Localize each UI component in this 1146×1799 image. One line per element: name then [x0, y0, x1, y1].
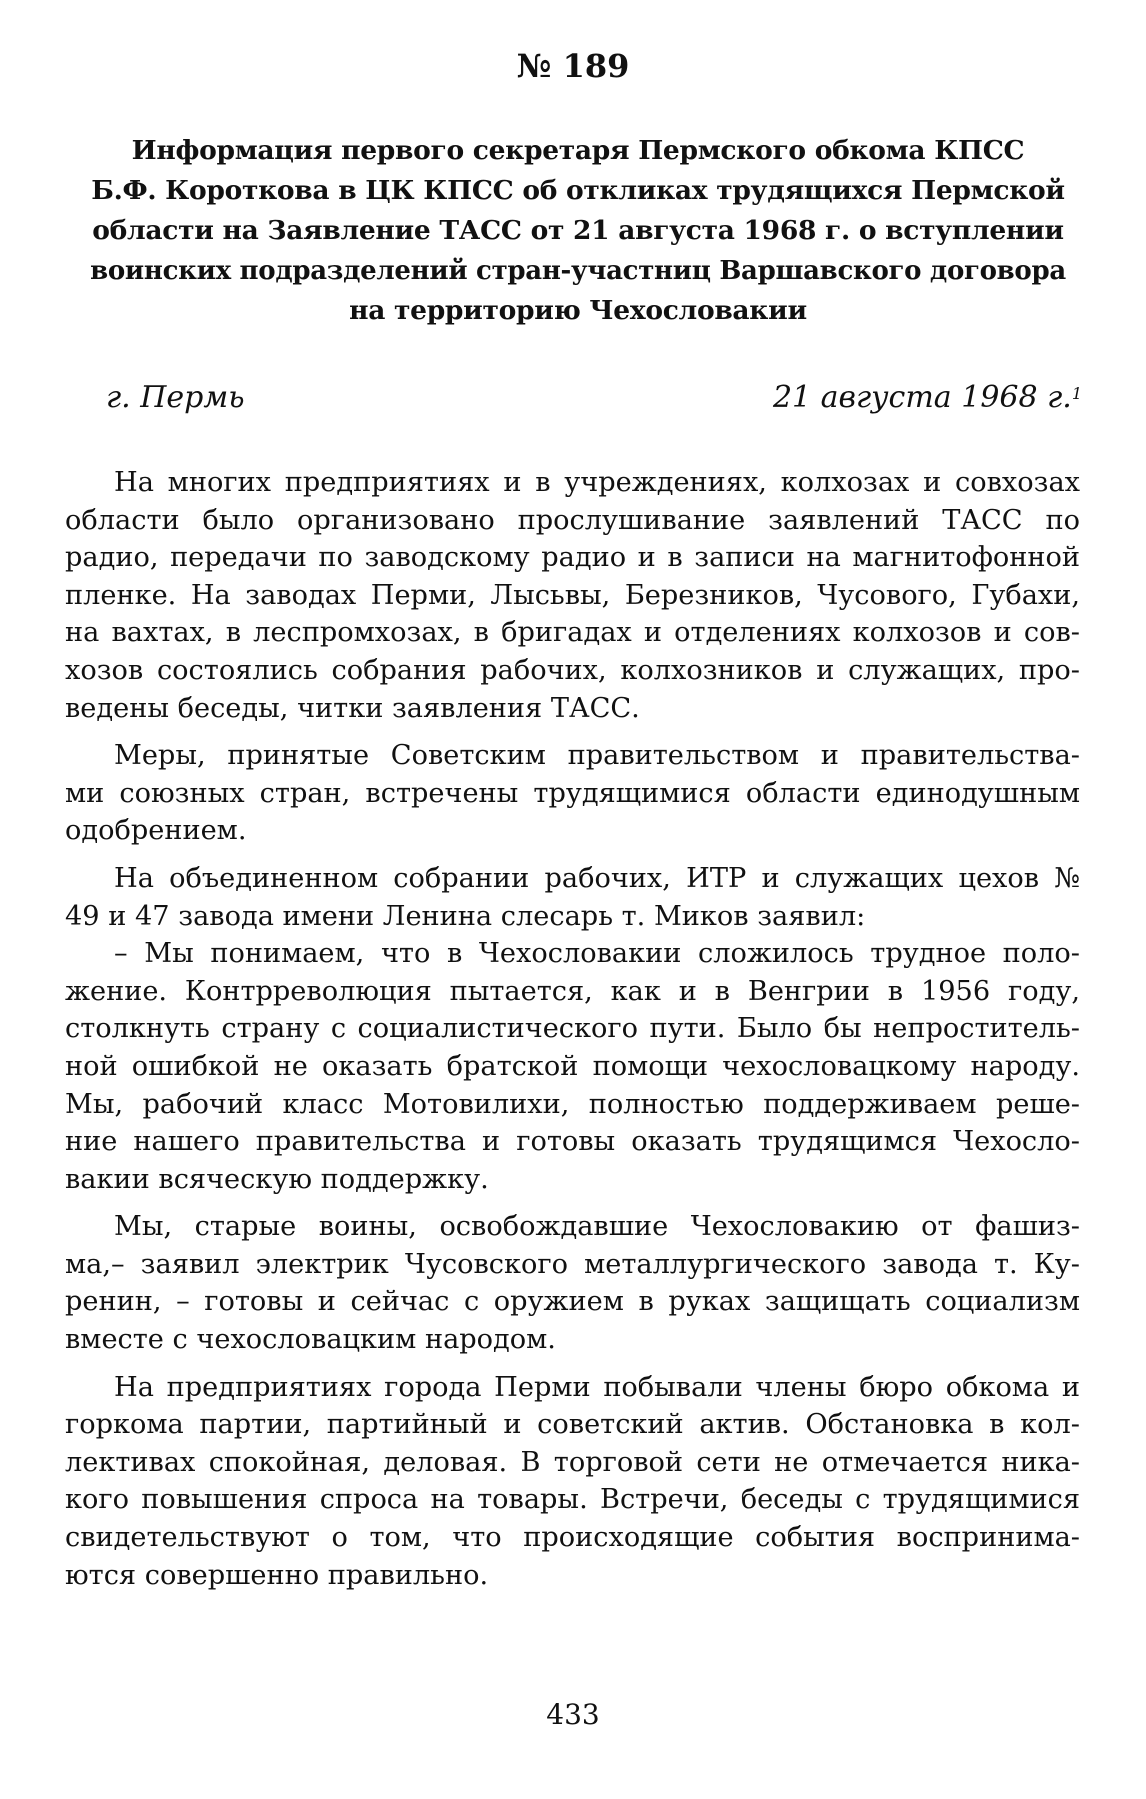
body-line: области было организовано прослушивание заявлений ТАСС по [65, 504, 1080, 536]
document-body [65, 464, 1080, 1594]
title-line: Информация первого секретаря Пермского обкома КПСС [131, 135, 1025, 166]
body-line: ренин, – готовы и сейчас с оружием в руках защищать социализм [65, 1286, 1080, 1318]
body-line: ной ошибкой не оказать братской помощи чехословацкому народу. [65, 1050, 1080, 1082]
title-line: Б.Ф. Короткова в ЦК КПСС об откликах трудящихся Пермской [91, 175, 1065, 206]
title-line: области на Заявление ТАСС от 21 августа 1968 г. о вступлении [92, 215, 1064, 246]
body-line: На многих предприятиях и в учреждениях, колхозах и совхозах [114, 467, 1080, 498]
body-line: Мы, старые воины, освобождавшие Чехословакию от фашиз- [114, 1211, 1080, 1243]
body-line: ются совершенно правильно. [65, 1559, 489, 1591]
body-line: радио, передачи по заводскому радио и в записи на магнитофонной [65, 542, 1080, 574]
body-line: на вахтах, в леспромхозах, в бригадах и отделениях колхозов и сов- [65, 617, 1080, 649]
body-line: свидетельствуют о том, что происходящие события воспринима- [65, 1522, 1080, 1554]
document-title [88, 131, 1068, 331]
body-line: Меры, принятые Советским правительством и правительства- [114, 740, 1080, 772]
body-line: Мы, рабочий класс Мотовилихи, полностью поддерживаем реше- [65, 1088, 1080, 1120]
page-number: 433 [546, 1698, 600, 1731]
body-line: ние нашего правительства и готовы оказать трудящимся Чехосло- [65, 1126, 1080, 1158]
body-line: лективах спокойная, деловая. В торговой сети не отмечается ника- [65, 1446, 1080, 1478]
body-line: На объединенном собрании рабочих, ИТР и служащих цехов № [114, 862, 1080, 894]
body-line: одобрением. [65, 815, 247, 847]
document-number: № 189 [516, 47, 630, 85]
document-date: 21 августа 1968 г. [772, 380, 1072, 415]
body-line: ми союзных стран, встречены трудящимися области единодушным [65, 777, 1080, 809]
title-line: воинских подразделений стран-участниц Варшавского договора [90, 256, 1066, 286]
body-line: столкнуть страну с социалистического пути. Было бы непроститель- [65, 1013, 1080, 1045]
body-line: ма,– заявил электрик Чусовского металлургического завода т. Ку- [65, 1248, 1080, 1280]
body-line: кого повышения спроса на товары. Встречи, беседы с трудящимися [65, 1484, 1080, 1516]
body-line: вакии всяческую поддержку. [65, 1163, 489, 1195]
body-line: вместе с чехословацким народом. [65, 1324, 556, 1356]
body-line: 49 и 47 завода имени Ленина слесарь т. Миков заявил: [65, 900, 866, 932]
document-date-block [773, 378, 1082, 418]
body-line: ведены беседы, читки заявления ТАСС. [65, 692, 640, 724]
document-place: г. Пермь [106, 380, 245, 415]
body-line: На предприятиях города Перми побывали члены бюро обкома и [114, 1371, 1080, 1403]
body-line: хозов состоялись собрания рабочих, колхозников и служащих, про- [65, 654, 1080, 686]
title-line: на территорию Чехословакии [349, 295, 807, 326]
footnote-marker: 1 [1071, 384, 1082, 403]
body-line: горкома партии, партийный и советский актив. Обстановка в кол- [65, 1409, 1080, 1441]
body-line: пленке. На заводах Перми, Лысьвы, Березников, Чусового, Губахи, [65, 579, 1080, 611]
body-line: – Мы понимаем, что в Чехословакии сложилось трудное поло- [114, 938, 1080, 970]
body-line: жение. Контрреволюция пытается, как и в Венгрии в 1956 году, [65, 975, 1080, 1007]
